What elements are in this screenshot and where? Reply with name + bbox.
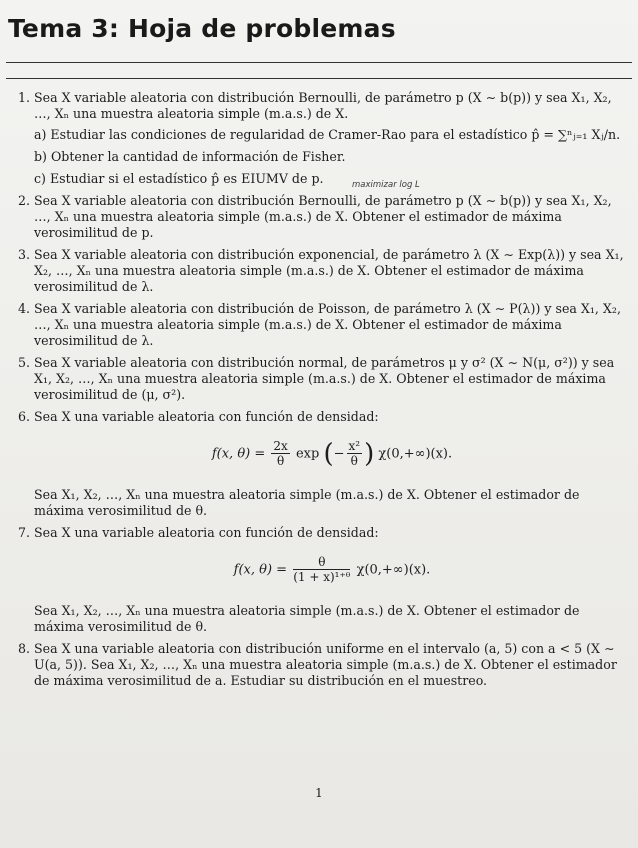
page-title: Tema 3: Hoja de problemas <box>8 14 396 43</box>
problem-number: 6. <box>18 409 31 424</box>
fraction-denominator: θ <box>276 454 285 468</box>
problem-1 <box>14 90 630 187</box>
problem-text: Sea X variable aleatoria con distribución exponencial, de parámetro λ (X ∼ Exp(λ)) y sea X₁, X₂, …, Xₙ una muestra aleatoria simple (m.a.s.) de X. Obtener el estimador de máxima verosimilitud de λ. <box>34 247 624 294</box>
problem-list <box>14 90 630 695</box>
problem-followup: Sea X₁, X₂, …, Xₙ una muestra aleatoria simple (m.a.s.) de X. Obtener el estimador de máxima verosimilitud de θ. <box>34 603 580 634</box>
indicator-function: χ(0,+∞)(x). <box>378 446 453 462</box>
second-rule <box>6 78 632 79</box>
problem-number: 2. <box>18 193 31 208</box>
inner-fraction <box>347 439 363 469</box>
problem-number: 8. <box>18 641 31 656</box>
problem-5 <box>14 355 630 403</box>
paren-open: ( <box>323 439 334 469</box>
subitem-b: b) Obtener la cantidad de información de Fisher. <box>34 149 346 164</box>
problem-text: Sea X una variable aleatoria con función de densidad: <box>34 409 379 424</box>
problem-text: Sea X una variable aleatoria con función de densidad: <box>34 525 379 540</box>
density-formula: f(x, θ) = $\frac{2x}{\theta}$ exp (− $\frac{\text{x²}}{\theta}$ ) χ(0,+∞)(x). <box>211 439 453 469</box>
inner-numerator: x² <box>348 439 361 453</box>
subitems <box>34 127 630 187</box>
problem-2 <box>14 193 630 241</box>
indicator-function: χ(0,+∞)(x). <box>356 562 431 578</box>
fraction-denominator: (1 + x)¹⁺ᶿ <box>293 570 351 584</box>
paren-close: ) <box>364 439 375 469</box>
problem-text: Sea X variable aleatoria con distribución de Poisson, de parámetro λ (X ∼ P(λ)) y sea X₁, X₂, …, Xₙ una muestra aleatoria simple (m.a.s.) de X. Obtener el estimador de máxima verosimilitud de λ. <box>34 301 621 348</box>
problem-7 <box>14 525 630 635</box>
exp-function: exp <box>295 446 320 462</box>
problem-text: Sea X variable aleatoria con distribución Bernoulli, de parámetro p (X ∼ b(p)) y sea X₁, X₂, …, Xₙ una muestra aleatoria simple (m.a.s.) de X. <box>34 90 612 121</box>
page-number: 1 <box>315 786 323 800</box>
problem-number: 4. <box>18 301 31 316</box>
problem-6 <box>14 409 630 519</box>
problem-text: Sea X variable aleatoria con distribución Bernoulli, de parámetro p (X ∼ b(p)) y sea X₁, X₂, …, Xₙ una muestra aleatoria simple (m.a.s.) de X. Obtener el estimador de máxima verosimilitud de p. <box>34 193 612 240</box>
problem-4 <box>14 301 630 349</box>
problem-number: 7. <box>18 525 31 540</box>
fraction <box>293 555 350 585</box>
problem-number: 3. <box>18 247 31 262</box>
formula-lhs: f(x, θ) = <box>211 446 266 462</box>
top-rule <box>6 62 632 63</box>
density-formula <box>34 555 630 585</box>
problem-text: Sea X variable aleatoria con distribución normal, de parámetros μ y σ² (X ∼ N(μ, σ²)) y sea X₁, X₂, …, Xₙ una muestra aleatoria simple (m.a.s.) de X. Obtener el estimador de máxima verosimilitud de (μ, σ²). <box>34 355 615 402</box>
problem-3 <box>14 247 630 295</box>
problem-text: Sea X una variable aleatoria con distribución uniforme en el intervalo (a, 5) con a < 5 (X ∼ U(a, 5)). Sea X₁, X₂, …, Xₙ una muestra aleatoria simple (m.a.s.) de X. Obtener el estimador de máxima verosimilitud de a. Estudiar su distribución en el muestreo. <box>34 641 617 688</box>
inner-denominator: θ <box>350 454 358 468</box>
handwritten-note: maximizar log L <box>352 180 420 190</box>
subitem-c: c) Estudiar si el estadístico p̂ es EIUMV de p. <box>34 171 324 186</box>
problem-number: 1. <box>18 90 31 105</box>
problem-number: 5. <box>18 355 31 370</box>
problem-8 <box>14 641 630 689</box>
fraction-numerator: θ <box>293 555 350 570</box>
formula-lhs: f(x, θ) = <box>233 562 288 578</box>
subitem-a: a) Estudiar las condiciones de regularidad de Cramer-Rao para el estadístico p̂ = ∑ⁿⱼ₌₁ Xⱼ/n. <box>34 127 621 142</box>
fraction <box>271 439 289 469</box>
problem-followup: Sea X₁, X₂, …, Xₙ una muestra aleatoria simple (m.a.s.) de X. Obtener el estimador de máxima verosimilitud de θ. <box>34 487 580 518</box>
fraction-numerator: 2x <box>273 439 288 453</box>
